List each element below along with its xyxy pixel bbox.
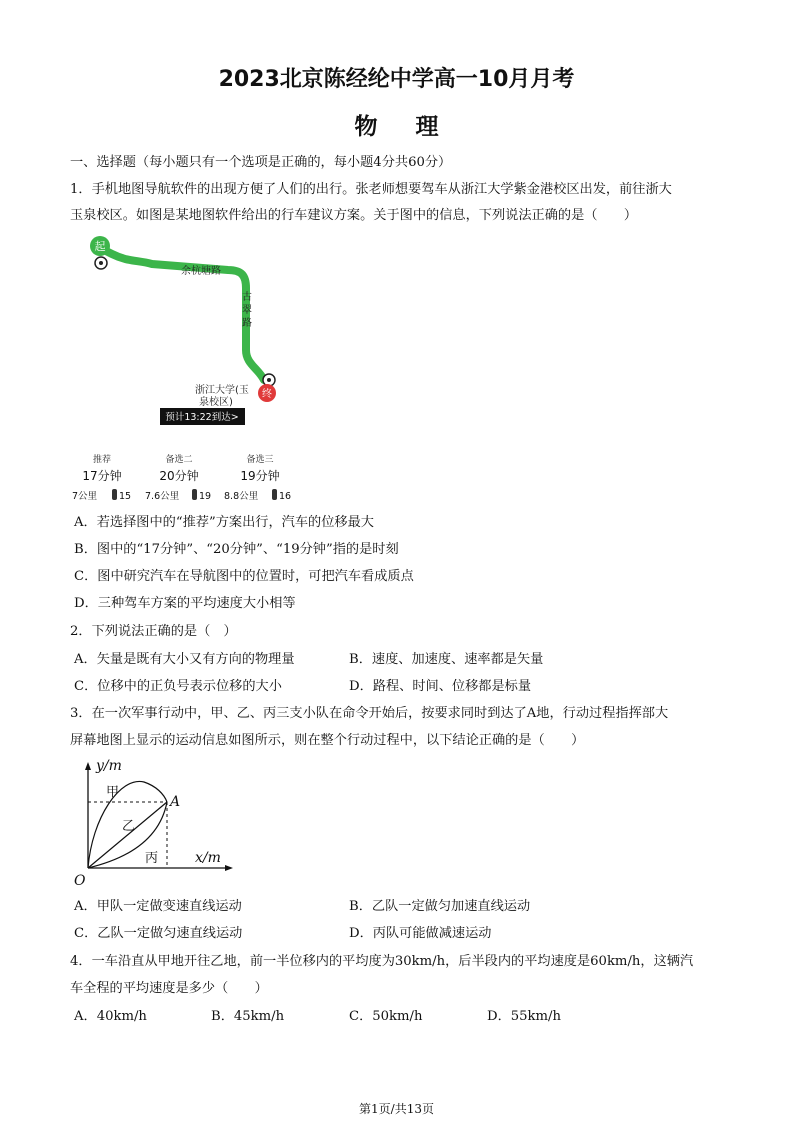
q1-option-d: D．三种驾车方案的平均速度大小相等 (74, 596, 296, 611)
y-axis-label: y/m (96, 758, 122, 774)
start-point-dot (99, 261, 103, 265)
end-point-dot (267, 378, 271, 382)
q4-option-c: C．50km/h (349, 1009, 423, 1024)
q3-option-d: D．丙队可能做减速运动 (349, 926, 492, 941)
traffic-light-icon (192, 489, 197, 500)
x-axis-arrow-icon (225, 865, 233, 871)
option-distance: 7公里 (72, 491, 98, 502)
traffic-light-icon (112, 489, 117, 500)
route-option-recommended (72, 453, 131, 502)
origin-label: O (74, 873, 86, 889)
option-time: 17分钟 (82, 469, 122, 483)
q2-option-c: C．位移中的正负号表示位移的大小 (74, 679, 282, 694)
q3-stem-line2: 屏幕地图上显示的运动信息如图所示，则在整个行动过程中，以下结论正确的是（ ） (70, 733, 585, 748)
q4-stem-line2: 车全程的平均速度是多少（ ） (70, 981, 268, 996)
road-label-char-2: 翠 (242, 305, 252, 316)
section-heading: 一、选择题（每小题只有一个选项是正确的，每小题4分共60分） (70, 155, 452, 170)
q3-option-c: C．乙队一定做匀速直线运动 (74, 926, 243, 941)
q1-option-a: A．若选择图中的“推荐”方案出行，汽车的位移最大 (74, 515, 374, 530)
route-option-alt2 (145, 453, 211, 502)
label-yi: 乙 (122, 819, 136, 834)
option-time: 20分钟 (159, 469, 199, 483)
x-axis-label: x/m (195, 850, 221, 866)
q2-stem: 2．下列说法正确的是（ ） (70, 624, 237, 639)
end-marker-label: 终 (262, 389, 272, 400)
position-graph-figure (70, 758, 240, 890)
q1-stem-line2: 玉泉校区。如图是某地图软件给出的行车建议方案。关于图中的信息，下列说法正确的是（ ） (70, 208, 638, 223)
option-distance: 7.6公里 (145, 491, 180, 502)
label-bing: 丙 (145, 851, 159, 866)
page-footer: 第1页/共13页 (359, 1102, 434, 1116)
q1-option-c: C．图中研究汽车在导航图中的位置时，可把汽车看成质点 (74, 569, 414, 584)
destination-line1: 浙江大学(玉 (195, 385, 249, 396)
eta-label: 预计13:22到达> (165, 412, 239, 423)
q1-stem-line1: 1．手机地图导航软件的出现方便了人们的出行。张老师想要驾车从浙江大学紫金港校区出发，前往浙大 (70, 182, 672, 197)
option-name: 备选三 (246, 455, 274, 465)
traffic-light-icon (272, 489, 277, 500)
route-option-alt3 (224, 453, 291, 502)
navigation-map-figure (68, 232, 308, 512)
option-lights: 19 (199, 491, 212, 502)
q1-option-b: B．图中的“17分钟”、“20分钟”、“19分钟”指的是时刻 (74, 542, 399, 557)
option-name: 备选二 (165, 455, 193, 465)
page-title: 2023北京陈经纶中学高一10月月考 (218, 67, 575, 92)
road-label-char-1: 古 (242, 292, 252, 303)
road-label-char-3: 路 (242, 318, 252, 329)
option-lights: 15 (119, 491, 132, 502)
option-time: 19分钟 (240, 469, 280, 483)
q3-option-b: B．乙队一定做匀加速直线运动 (349, 899, 531, 914)
destination-line2: 泉校区) (199, 397, 233, 408)
q3-option-a: A．甲队一定做变速直线运动 (74, 899, 242, 914)
q4-option-b: B．45km/h (211, 1009, 285, 1024)
q4-stem-line1: 4．一车沿直从甲地开往乙地，前一半位移内的平均度为30km/h，后半段内的平均速度是60km/h，这辆汽 (70, 954, 694, 969)
q2-option-d: D．路程、时间、位移都是标量 (349, 679, 532, 694)
q3-stem-line1: 3．在一次军事行动中，甲、乙、丙三支小队在命令开始后，按要求同时到达了A地，行动过程指挥部大 (70, 706, 669, 721)
q2-option-b: B．速度、加速度、速率都是矢量 (349, 652, 544, 667)
q4-option-d: D．55km/h (487, 1009, 561, 1024)
q2-option-a: A．矢量是既有大小又有方向的物理量 (74, 652, 295, 667)
road-label-yuhangtang: 余杭塘路 (181, 266, 221, 277)
label-jia: 甲 (106, 785, 120, 800)
start-marker-label: 起 (94, 240, 106, 253)
option-lights: 16 (279, 491, 292, 502)
point-a-label: A (170, 794, 181, 810)
option-name: 推荐 (92, 455, 112, 465)
option-distance: 8.8公里 (224, 491, 259, 502)
y-axis-arrow-icon (85, 762, 91, 770)
subject-title: 物理 (354, 114, 477, 140)
q4-option-a: A．40km/h (74, 1009, 147, 1024)
